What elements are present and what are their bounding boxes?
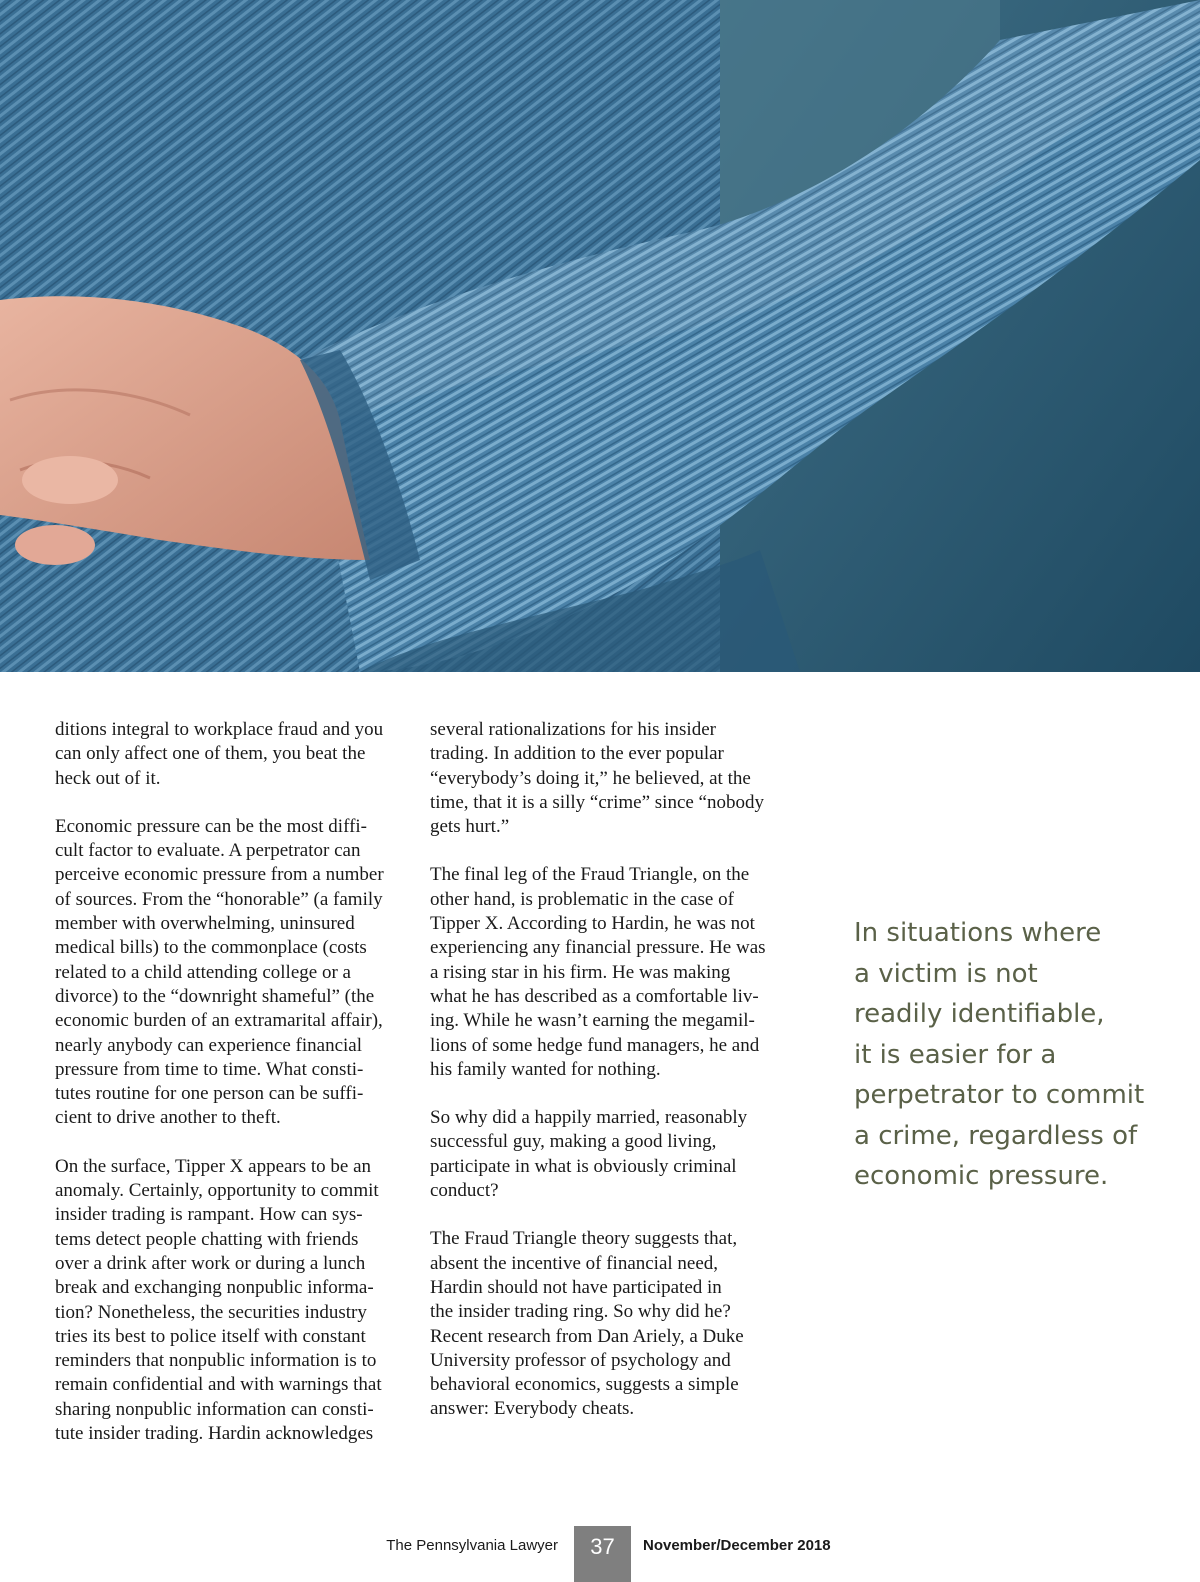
pull-quote-line: readily identifiable, [854, 999, 1105, 1029]
column-line: several rationalizations for his insider [430, 719, 716, 740]
column-line: trading. In addition to the ever popular [430, 743, 724, 765]
column-line: experiencing any financial pressure. He was [430, 937, 766, 959]
column-line: gets hurt.” [430, 816, 510, 838]
column-line: his family wanted for nothing. [430, 1058, 661, 1080]
column-line: heck out of it. [55, 767, 161, 789]
column-line: perceive economic pressure from a number [55, 864, 384, 886]
pull-quote-line: In situations where [854, 918, 1102, 948]
crossed-fingers-behind-back-photo-icon [0, 0, 1200, 672]
column-line: The final leg of the Fraud Triangle, on the [430, 864, 750, 886]
column-line: tute insider trading. Hardin acknowledges [55, 1423, 374, 1445]
column-line: time, that it is a silly “crime” since “nobody [430, 791, 764, 813]
column-line: cient to drive another to theft. [55, 1107, 281, 1129]
page-footer [0, 1526, 1200, 1582]
pull-quote-line: it is easier for a [854, 1039, 1057, 1070]
column-line: member with overwhelming, uninsured [55, 913, 355, 935]
column-line: conduct? [430, 1180, 499, 1202]
pull-quote-line: a victim is not [854, 958, 1038, 989]
column-line: absent the incentive of financial need, [430, 1252, 719, 1274]
column-line: The Fraud Triangle theory suggests that, [430, 1228, 738, 1250]
column-line: reminders that nonpublic information is to [55, 1350, 377, 1372]
column-line: So why did a happily married, reasonably [430, 1107, 748, 1129]
column-line: participate in what is obviously criminal [430, 1155, 737, 1177]
column-line: lions of some hedge fund managers, he and [430, 1034, 760, 1056]
column-line: Tipper X. According to Hardin, he was not [430, 913, 755, 935]
column-line: tion? Nonetheless, the securities industry [55, 1301, 367, 1323]
column-line: pressure from time to time. What consti- [55, 1058, 364, 1080]
column-line: anomaly. Certainly, opportunity to commit [55, 1180, 379, 1202]
column-line: related to a child attending college or a [55, 961, 351, 983]
column-line: tems detect people chatting with friends [55, 1228, 359, 1250]
column-line: “everybody’s doing it,” he believed, at the [430, 767, 751, 789]
hero-photo [0, 0, 1200, 672]
pull-quote-line: perpetrator to commit [854, 1080, 1145, 1110]
column-line: sharing nonpublic information can consti- [55, 1398, 374, 1420]
column-line: answer: Everybody cheats. [430, 1398, 635, 1420]
column-line: successful guy, making a good living, [430, 1131, 717, 1153]
column-line: divorce) to the “downright shameful” (the [55, 985, 375, 1007]
column-line: a rising star in his firm. He was making [430, 961, 731, 983]
column-line: economic burden of an extramarital affair), [55, 1010, 383, 1032]
column-line: insider trading is rampant. How can sys- [55, 1204, 363, 1226]
column-line: the insider trading ring. So why did he? [430, 1301, 731, 1323]
column-line: tries its best to police itself with constant [55, 1325, 366, 1347]
article-column-1 [55, 718, 400, 1470]
column-line: ditions integral to workplace fraud and you [55, 719, 384, 740]
column-line: break and exchanging nonpublic informa- [55, 1277, 374, 1299]
column-line: University professor of psychology and [430, 1349, 731, 1371]
column-line: what he has described as a comfortable liv- [430, 985, 759, 1007]
article-column-2 [430, 718, 775, 1446]
column-line: tutes routine for one person can be suffi- [55, 1083, 364, 1105]
column-line: other hand, is problematic in the case of [430, 888, 734, 910]
publication-name: The Pennsylvania Lawyer [386, 1537, 558, 1554]
column-line: can only affect one of them, you beat the [55, 743, 366, 765]
page-number: 37 [574, 1526, 631, 1582]
column-line: remain confidential and with warnings that [55, 1374, 382, 1396]
column-line: Recent research from Dan Ariely, a Duke [430, 1325, 744, 1347]
pull-quote-line: economic pressure. [854, 1161, 1109, 1191]
column-line: ing. While he wasn’t earning the megamil- [430, 1010, 755, 1032]
column-line: over a drink after work or during a lunch [55, 1252, 366, 1274]
column-line: cult factor to evaluate. A perpetrator can [55, 840, 361, 862]
column-line: medical bills) to the commonplace (costs [55, 937, 367, 959]
column-line: nearly anybody can experience financial [55, 1034, 363, 1056]
column-line: On the surface, Tipper X appears to be an [55, 1155, 372, 1177]
issue-date: November/December 2018 [643, 1537, 831, 1554]
column-line: of sources. From the “honorable” (a family [55, 888, 383, 910]
column-line: Economic pressure can be the most diffi- [55, 815, 367, 837]
pull-quote [854, 913, 1154, 1197]
column-line: Hardin should not have participated in [430, 1276, 722, 1298]
column-line: behavioral economics, suggests a simple [430, 1374, 739, 1396]
pull-quote-line: a crime, regardless of [854, 1120, 1138, 1151]
